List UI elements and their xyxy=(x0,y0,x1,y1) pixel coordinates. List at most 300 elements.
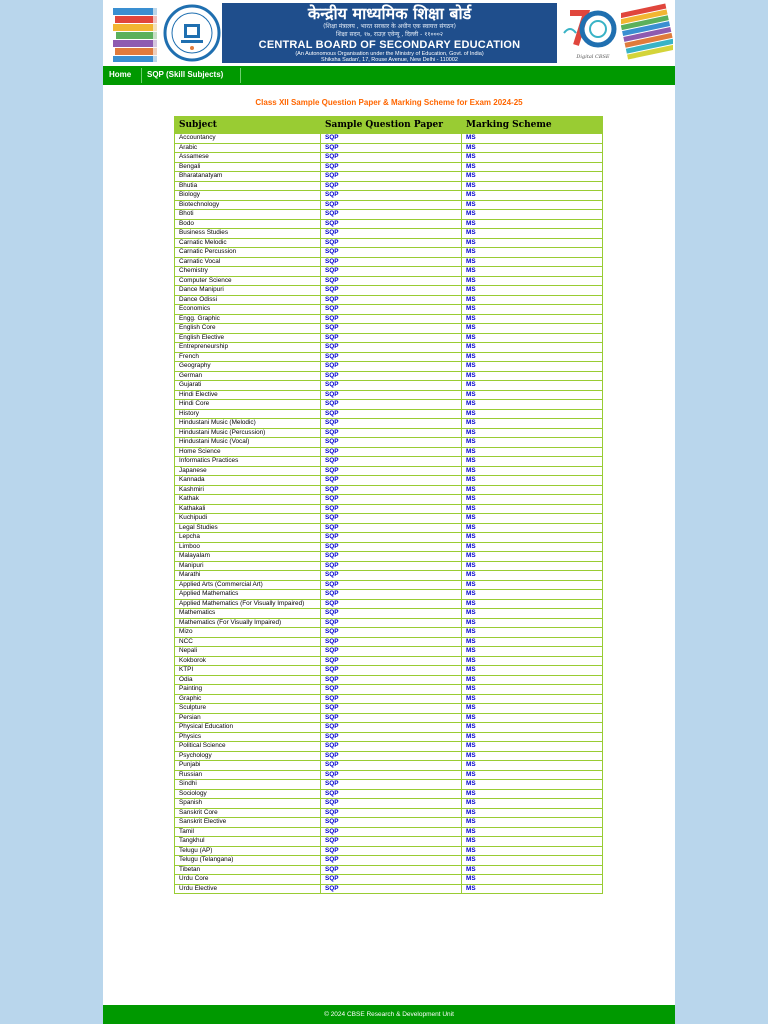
table-row xyxy=(175,780,603,790)
ms-cell xyxy=(462,466,603,476)
subject-name: Kuchipudi xyxy=(175,514,321,524)
sqp-link[interactable]: SQP xyxy=(325,533,339,540)
sqp-cell xyxy=(321,143,462,153)
sqp-cell xyxy=(321,818,462,828)
ms-link[interactable]: MS xyxy=(466,656,476,664)
table-row xyxy=(175,666,603,676)
subject-name: Home Science xyxy=(175,447,321,457)
ms-link[interactable]: MS xyxy=(466,694,476,702)
ms-link[interactable]: MS xyxy=(466,381,476,388)
ms-link[interactable]: MS xyxy=(466,457,476,464)
table-row xyxy=(175,314,603,324)
subject-name: Nepali xyxy=(175,647,321,657)
ms-cell xyxy=(462,571,603,581)
sqp-link[interactable]: SQP xyxy=(325,656,339,664)
subject-name: Entrepreneurship xyxy=(175,343,321,353)
sqp-cell xyxy=(321,846,462,856)
ms-link[interactable]: MS xyxy=(466,238,476,246)
sqp-link[interactable]: SQP xyxy=(325,609,339,616)
table-row xyxy=(175,143,603,153)
ms-link[interactable]: MS xyxy=(466,827,476,835)
sqp-link[interactable]: SQP xyxy=(325,333,339,341)
sqp-cell xyxy=(321,856,462,866)
sqp-cell xyxy=(321,238,462,248)
ms-link[interactable]: MS xyxy=(466,628,476,635)
sqp-link[interactable]: SQP xyxy=(325,856,339,863)
ms-cell xyxy=(462,685,603,695)
subject-name: Hindi Core xyxy=(175,400,321,410)
table-row xyxy=(175,637,603,647)
sqp-cell xyxy=(321,723,462,733)
sqp-link[interactable]: SQP xyxy=(325,381,339,388)
subject-name: Computer Science xyxy=(175,276,321,286)
sqp-link[interactable]: SQP xyxy=(325,495,339,502)
table-row xyxy=(175,466,603,476)
sqp-link[interactable]: SQP xyxy=(325,846,339,854)
sqp-link[interactable]: SQP xyxy=(325,713,339,721)
ms-link[interactable]: MS xyxy=(466,210,476,217)
ms-link[interactable]: MS xyxy=(466,647,476,654)
ms-link[interactable]: MS xyxy=(466,438,476,445)
sqp-link[interactable]: SQP xyxy=(325,400,339,407)
ms-cell xyxy=(462,875,603,885)
sqp-link[interactable]: SQP xyxy=(325,200,339,208)
ms-link[interactable]: MS xyxy=(466,666,476,673)
table-row xyxy=(175,267,603,277)
sqp-link[interactable]: SQP xyxy=(325,238,339,246)
sqp-cell xyxy=(321,675,462,685)
subject-name: Psychology xyxy=(175,751,321,761)
ms-cell xyxy=(462,694,603,704)
table-row xyxy=(175,172,603,182)
subject-name: Bhutia xyxy=(175,181,321,191)
sqp-link[interactable]: SQP xyxy=(325,618,339,626)
ms-link[interactable]: MS xyxy=(466,761,476,768)
ms-link[interactable]: MS xyxy=(466,533,476,540)
header-sqp: Sample Question Paper xyxy=(321,117,462,134)
subject-name: Tibetan xyxy=(175,865,321,875)
sqp-link[interactable]: SQP xyxy=(325,162,339,170)
subject-name: Gujarati xyxy=(175,381,321,391)
ms-link[interactable]: MS xyxy=(466,276,476,284)
ms-link[interactable]: MS xyxy=(466,609,476,616)
sqp-link[interactable]: SQP xyxy=(325,267,339,274)
ms-link[interactable]: MS xyxy=(466,400,476,407)
ms-link[interactable]: MS xyxy=(466,542,476,550)
header-subject: Subject xyxy=(175,117,321,134)
sqp-link[interactable]: SQP xyxy=(325,647,339,654)
sqp-link[interactable]: SQP xyxy=(325,675,339,683)
table-row xyxy=(175,305,603,315)
ms-cell xyxy=(462,770,603,780)
ms-link[interactable]: MS xyxy=(466,419,476,426)
sqp-link[interactable]: SQP xyxy=(325,419,339,426)
nav-home-link[interactable]: Home xyxy=(109,70,132,79)
ms-link[interactable]: MS xyxy=(466,780,476,787)
ms-link[interactable]: MS xyxy=(466,770,476,778)
ms-cell xyxy=(462,723,603,733)
ms-link[interactable]: MS xyxy=(466,485,476,493)
sqp-link[interactable]: SQP xyxy=(325,343,339,350)
sqp-link[interactable]: SQP xyxy=(325,181,339,189)
sqp-link[interactable]: SQP xyxy=(325,542,339,550)
sqp-cell xyxy=(321,552,462,562)
ms-link[interactable]: MS xyxy=(466,286,476,293)
ms-link[interactable]: MS xyxy=(466,837,476,844)
table-row xyxy=(175,419,603,429)
sqp-cell xyxy=(321,476,462,486)
ms-cell xyxy=(462,438,603,448)
sqp-link[interactable]: SQP xyxy=(325,742,339,749)
ms-link[interactable]: MS xyxy=(466,865,476,873)
ms-link[interactable]: MS xyxy=(466,143,476,151)
sqp-cell xyxy=(321,580,462,590)
sqp-link[interactable]: SQP xyxy=(325,324,339,331)
ms-link[interactable]: MS xyxy=(466,333,476,341)
header-banner xyxy=(103,0,675,66)
subject-name: Hindustani Music (Vocal) xyxy=(175,438,321,448)
ms-link[interactable]: MS xyxy=(466,599,476,607)
ms-link[interactable]: MS xyxy=(466,343,476,350)
sqp-cell xyxy=(321,656,462,666)
ms-cell xyxy=(462,172,603,182)
sqp-cell xyxy=(321,286,462,296)
table-row xyxy=(175,390,603,400)
ms-cell xyxy=(462,751,603,761)
sqp-link[interactable]: SQP xyxy=(325,694,339,702)
page-container xyxy=(103,0,675,1024)
digital-cbse-caption: Digital CBSE xyxy=(576,54,610,60)
table-row xyxy=(175,856,603,866)
table-row xyxy=(175,134,603,144)
subject-name: Bodo xyxy=(175,219,321,229)
sqp-cell xyxy=(321,542,462,552)
sqp-link[interactable]: SQP xyxy=(325,865,339,873)
subject-name: NCC xyxy=(175,637,321,647)
subject-name: Assamese xyxy=(175,153,321,163)
ms-link[interactable]: MS xyxy=(466,799,476,806)
ms-link[interactable]: MS xyxy=(466,618,476,626)
ms-link[interactable]: MS xyxy=(466,590,476,597)
sqp-link[interactable]: SQP xyxy=(325,818,339,825)
table-body xyxy=(175,134,603,894)
sqp-link[interactable]: SQP xyxy=(325,286,339,293)
ms-cell xyxy=(462,827,603,837)
sqp-link[interactable]: SQP xyxy=(325,523,339,531)
sqp-cell xyxy=(321,191,462,201)
subject-name: KTPI xyxy=(175,666,321,676)
sqp-link[interactable]: SQP xyxy=(325,875,339,882)
ms-link[interactable]: MS xyxy=(466,267,476,274)
ms-link[interactable]: MS xyxy=(466,637,476,645)
sqp-link[interactable]: SQP xyxy=(325,837,339,844)
ms-cell xyxy=(462,590,603,600)
ms-link[interactable]: MS xyxy=(466,742,476,749)
ms-cell xyxy=(462,704,603,714)
ms-link[interactable]: MS xyxy=(466,352,476,360)
ms-link[interactable]: MS xyxy=(466,181,476,189)
sqp-link[interactable]: SQP xyxy=(325,352,339,360)
ms-link[interactable]: MS xyxy=(466,523,476,531)
subject-name: Kathakali xyxy=(175,504,321,514)
table-row xyxy=(175,257,603,267)
sqp-link[interactable]: SQP xyxy=(325,808,339,816)
ms-link[interactable]: MS xyxy=(466,324,476,331)
ms-link[interactable]: MS xyxy=(466,514,476,521)
sqp-link[interactable]: SQP xyxy=(325,371,339,379)
sqp-link[interactable]: SQP xyxy=(325,590,339,597)
table-row xyxy=(175,324,603,334)
ms-cell xyxy=(462,666,603,676)
subject-name: Biology xyxy=(175,191,321,201)
ms-cell xyxy=(462,181,603,191)
ms-cell xyxy=(462,295,603,305)
ms-cell xyxy=(462,504,603,514)
ms-link[interactable]: MS xyxy=(466,295,476,303)
ms-link[interactable]: MS xyxy=(466,191,476,198)
subject-name: Kashmiri xyxy=(175,485,321,495)
ms-cell xyxy=(462,428,603,438)
sqp-link[interactable]: SQP xyxy=(325,637,339,645)
ms-link[interactable]: MS xyxy=(466,723,476,730)
sqp-cell xyxy=(321,495,462,505)
subject-name: Business Studies xyxy=(175,229,321,239)
sqp-link[interactable]: SQP xyxy=(325,476,339,483)
ms-link[interactable]: MS xyxy=(466,713,476,721)
subject-name: Engg. Graphic xyxy=(175,314,321,324)
sqp-link[interactable]: SQP xyxy=(325,666,339,673)
ms-link[interactable]: MS xyxy=(466,751,476,759)
ms-cell xyxy=(462,409,603,419)
sqp-link[interactable]: SQP xyxy=(325,732,339,740)
ms-link[interactable]: MS xyxy=(466,685,476,692)
ms-link[interactable]: MS xyxy=(466,476,476,483)
table-row xyxy=(175,476,603,486)
ms-link[interactable]: MS xyxy=(466,675,476,683)
sqp-link[interactable]: SQP xyxy=(325,257,339,265)
sqp-link[interactable]: SQP xyxy=(325,552,339,559)
ms-link[interactable]: MS xyxy=(466,552,476,559)
sqp-cell xyxy=(321,172,462,182)
ms-link[interactable]: MS xyxy=(466,495,476,502)
board-title-hindi: केन्द्रीय माध्यमिक शिक्षा बोर्ड xyxy=(307,4,472,23)
ms-link[interactable]: MS xyxy=(466,504,476,512)
sqp-link[interactable]: SQP xyxy=(325,723,339,730)
subject-name: Geography xyxy=(175,362,321,372)
ms-link[interactable]: MS xyxy=(466,808,476,816)
sqp-cell xyxy=(321,314,462,324)
sqp-link[interactable]: SQP xyxy=(325,466,339,474)
ms-link[interactable]: MS xyxy=(466,561,476,569)
sqp-link[interactable]: SQP xyxy=(325,761,339,768)
sqp-link[interactable]: SQP xyxy=(325,390,339,398)
sqp-cell xyxy=(321,590,462,600)
sqp-link[interactable]: SQP xyxy=(325,504,339,512)
sqp-link[interactable]: SQP xyxy=(325,305,339,312)
ms-link[interactable]: MS xyxy=(466,134,476,141)
ms-link[interactable]: MS xyxy=(466,818,476,825)
ms-link[interactable]: MS xyxy=(466,219,476,227)
sqp-link[interactable]: SQP xyxy=(325,134,339,141)
sqp-cell xyxy=(321,362,462,372)
sqp-link[interactable]: SQP xyxy=(325,219,339,227)
ms-link[interactable]: MS xyxy=(466,153,476,160)
ms-link[interactable]: MS xyxy=(466,428,476,436)
subject-name: Informatics Practices xyxy=(175,457,321,467)
sqp-cell xyxy=(321,200,462,210)
subject-name: Hindi Elective xyxy=(175,390,321,400)
sqp-cell xyxy=(321,637,462,647)
sqp-link[interactable]: SQP xyxy=(325,153,339,160)
sqp-cell xyxy=(321,333,462,343)
sqp-link[interactable]: SQP xyxy=(325,248,339,255)
sqp-link[interactable]: SQP xyxy=(325,447,339,455)
sqp-link[interactable]: SQP xyxy=(325,580,339,588)
sqp-cell xyxy=(321,751,462,761)
table-row xyxy=(175,884,603,894)
ms-link[interactable]: MS xyxy=(466,704,476,711)
subject-name: Economics xyxy=(175,305,321,315)
board-title-english: CENTRAL BOARD OF SECONDARY EDUCATION xyxy=(258,39,521,51)
ms-link[interactable]: MS xyxy=(466,884,476,892)
ms-cell xyxy=(462,808,603,818)
sqp-cell xyxy=(321,390,462,400)
subject-name: Sanskrit Core xyxy=(175,808,321,818)
subject-name: Urdu Core xyxy=(175,875,321,885)
table-row xyxy=(175,571,603,581)
sqp-link[interactable]: SQP xyxy=(325,704,339,711)
ms-link[interactable]: MS xyxy=(466,447,476,455)
table-row xyxy=(175,723,603,733)
ms-link[interactable]: MS xyxy=(466,314,476,322)
sqp-cell xyxy=(321,533,462,543)
sqp-link[interactable]: SQP xyxy=(325,295,339,303)
sqp-link[interactable]: SQP xyxy=(325,789,339,797)
sqp-cell xyxy=(321,466,462,476)
sqp-cell xyxy=(321,599,462,609)
sqp-cell xyxy=(321,400,462,410)
ms-link[interactable]: MS xyxy=(466,362,476,369)
nav-sqp-skill-link[interactable]: SQP (Skill Subjects) xyxy=(147,70,224,79)
sqp-table-container xyxy=(174,116,602,894)
table-row xyxy=(175,219,603,229)
table-row xyxy=(175,523,603,533)
ms-link[interactable]: MS xyxy=(466,571,476,578)
ms-cell xyxy=(462,210,603,220)
ms-link[interactable]: MS xyxy=(466,257,476,265)
sqp-cell xyxy=(321,409,462,419)
table-row xyxy=(175,818,603,828)
ms-link[interactable]: MS xyxy=(466,846,476,854)
ms-link[interactable]: MS xyxy=(466,856,476,863)
ms-cell xyxy=(462,362,603,372)
sqp-link[interactable]: SQP xyxy=(325,751,339,759)
sqp-link[interactable]: SQP xyxy=(325,827,339,835)
subject-name: Hindustani Music (Percussion) xyxy=(175,428,321,438)
ms-link[interactable]: MS xyxy=(466,580,476,588)
ms-link[interactable]: MS xyxy=(466,789,476,797)
sqp-cell xyxy=(321,153,462,163)
sqp-link[interactable]: SQP xyxy=(325,780,339,787)
ms-link[interactable]: MS xyxy=(466,371,476,379)
sqp-link[interactable]: SQP xyxy=(325,276,339,284)
ms-cell xyxy=(462,229,603,239)
ms-link[interactable]: MS xyxy=(466,162,476,170)
sqp-link[interactable]: SQP xyxy=(325,438,339,445)
sqp-cell xyxy=(321,647,462,657)
subject-name: Sculpture xyxy=(175,704,321,714)
sqp-link[interactable]: SQP xyxy=(325,485,339,493)
sqp-link[interactable]: SQP xyxy=(325,428,339,436)
sqp-link[interactable]: SQP xyxy=(325,143,339,151)
sqp-link[interactable]: SQP xyxy=(325,571,339,578)
ms-link[interactable]: MS xyxy=(466,248,476,255)
table-row xyxy=(175,181,603,191)
ms-link[interactable]: MS xyxy=(466,229,476,236)
ms-link[interactable]: MS xyxy=(466,875,476,882)
sqp-cell xyxy=(321,419,462,429)
ms-link[interactable]: MS xyxy=(466,200,476,208)
table-row xyxy=(175,609,603,619)
ms-link[interactable]: MS xyxy=(466,732,476,740)
ms-cell xyxy=(462,609,603,619)
sqp-link[interactable]: SQP xyxy=(325,561,339,569)
subject-name: Spanish xyxy=(175,799,321,809)
ms-link[interactable]: MS xyxy=(466,466,476,474)
sqp-link[interactable]: SQP xyxy=(325,409,339,417)
ms-cell xyxy=(462,333,603,343)
ms-cell xyxy=(462,343,603,353)
sqp-link[interactable]: SQP xyxy=(325,628,339,635)
sqp-link[interactable]: SQP xyxy=(325,191,339,198)
sqp-link[interactable]: SQP xyxy=(325,799,339,806)
table-row xyxy=(175,694,603,704)
subject-name: Telugu (AP) xyxy=(175,846,321,856)
sqp-cell xyxy=(321,628,462,638)
sqp-link[interactable]: SQP xyxy=(325,314,339,322)
sqp-link[interactable]: SQP xyxy=(325,172,339,179)
ms-link[interactable]: MS xyxy=(466,305,476,312)
main-nav xyxy=(103,66,675,85)
sqp-link[interactable]: SQP xyxy=(325,362,339,369)
sqp-link[interactable]: SQP xyxy=(325,685,339,692)
sqp-link[interactable]: SQP xyxy=(325,770,339,778)
sqp-link[interactable]: SQP xyxy=(325,514,339,521)
sqp-link[interactable]: SQP xyxy=(325,457,339,464)
sqp-link[interactable]: SQP xyxy=(325,210,339,217)
board-title-box xyxy=(222,3,557,63)
pencils-icon xyxy=(621,2,673,64)
subject-name: Legal Studies xyxy=(175,523,321,533)
ms-link[interactable]: MS xyxy=(466,172,476,179)
ms-cell xyxy=(462,846,603,856)
sqp-link[interactable]: SQP xyxy=(325,884,339,892)
sqp-link[interactable]: SQP xyxy=(325,599,339,607)
board-subtitle-hindi: (शिक्षा मंत्रालय , भारत सरकार के अधीन एक स्वायत्त संगठन) xyxy=(323,23,456,30)
subject-name: Kathak xyxy=(175,495,321,505)
ms-cell xyxy=(462,647,603,657)
subject-name: Carnatic Melodic xyxy=(175,238,321,248)
ms-link[interactable]: MS xyxy=(466,390,476,398)
sqp-cell xyxy=(321,514,462,524)
ms-cell xyxy=(462,542,603,552)
ms-cell xyxy=(462,162,603,172)
board-address-english: Shiksha Sadan', 17, Rouse Avenue, New Delhi - 110002 xyxy=(321,57,458,63)
sqp-cell xyxy=(321,742,462,752)
sqp-link[interactable]: SQP xyxy=(325,229,339,236)
subject-name: Physics xyxy=(175,732,321,742)
ms-link[interactable]: MS xyxy=(466,409,476,417)
